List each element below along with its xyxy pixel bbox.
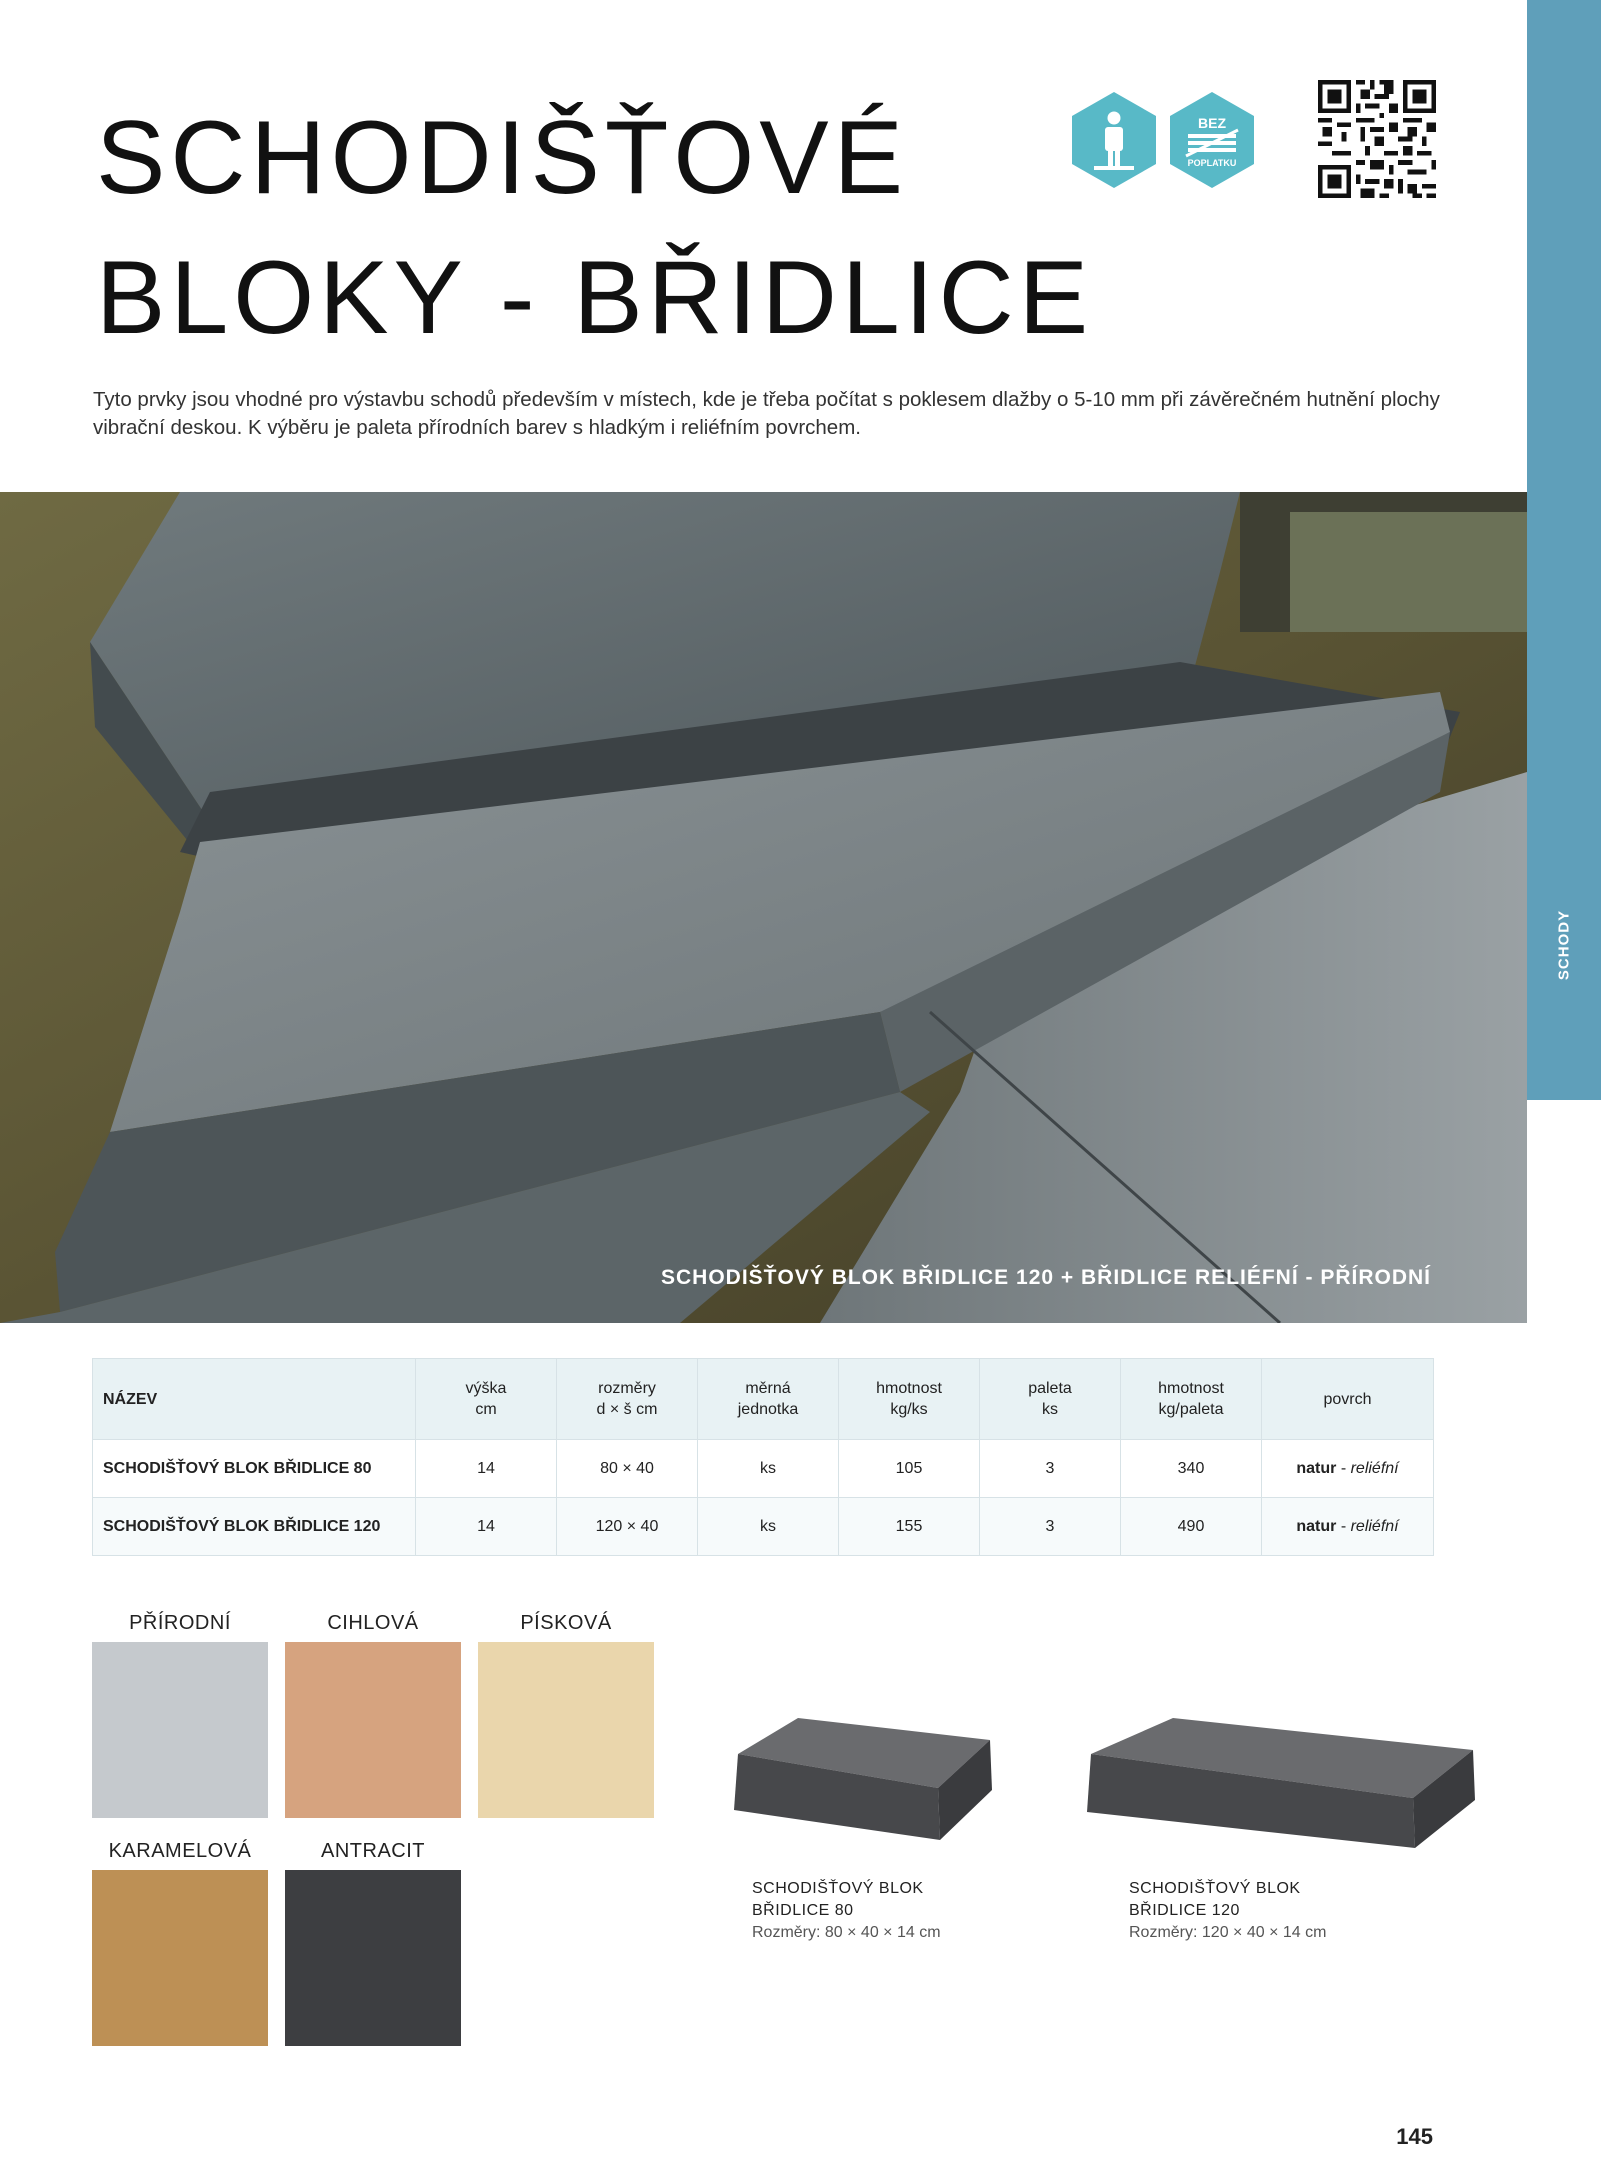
cell-name: SCHODIŠŤOVÝ BLOK BŘIDLICE 120	[93, 1498, 416, 1556]
section-side-tab	[1527, 0, 1601, 1100]
title-line-2: BLOKY - BŘIDLICE	[96, 240, 1094, 356]
cell-weight: 105	[839, 1440, 980, 1498]
product-dimensions: Rozměry: 80 × 40 × 14 cm	[752, 1924, 941, 1941]
color-swatch-piskova[interactable]	[478, 1612, 654, 1818]
swatch-label: PÍSKOVÁ	[520, 1612, 612, 1634]
product-name-line-2: BŘIDLICE 120	[1129, 1902, 1240, 1919]
cell-height: 14	[416, 1440, 557, 1498]
cell-dims: 80 × 40	[557, 1440, 698, 1498]
color-swatch-prirodni[interactable]	[92, 1612, 268, 1818]
product-image-bridlice-120	[1083, 1712, 1475, 1852]
product-card-bridlice-120	[1129, 1878, 1326, 1944]
badge-text-bottom: POPLATKU	[1187, 158, 1237, 168]
color-swatch-antracit[interactable]	[285, 1840, 461, 2046]
col-pallet-weight-header: hmotnost kg/paleta	[1121, 1359, 1262, 1440]
swatch-label: KARAMELOVÁ	[108, 1840, 252, 1862]
product-card-bridlice-80	[752, 1878, 941, 1944]
cell-surface: natur - reliéfní	[1262, 1498, 1434, 1556]
cell-unit: ks	[698, 1440, 839, 1498]
cell-dims: 120 × 40	[557, 1498, 698, 1556]
swatch-chip	[478, 1642, 654, 1818]
col-height-header: výška cm	[416, 1359, 557, 1440]
cell-weight: 155	[839, 1498, 980, 1556]
qr-code[interactable]	[1318, 80, 1436, 198]
col-pallet-header: paleta ks	[980, 1359, 1121, 1440]
page-title	[96, 88, 1093, 368]
cell-pallet-weight: 340	[1121, 1440, 1262, 1498]
free-pallets-icon	[1166, 90, 1258, 190]
badge-text-top: BEZ	[1198, 115, 1226, 131]
cell-name: SCHODIŠŤOVÝ BLOK BŘIDLICE 80	[93, 1440, 416, 1498]
cell-pallet: 3	[980, 1440, 1121, 1498]
page-number: 145	[1396, 2124, 1433, 2149]
cell-pallet: 3	[980, 1498, 1121, 1556]
swatch-label: CIHLOVÁ	[327, 1612, 419, 1634]
table-row	[93, 1498, 1434, 1556]
swatch-chip	[285, 1870, 461, 2046]
cell-unit: ks	[698, 1498, 839, 1556]
swatch-chip	[92, 1870, 268, 2046]
cell-height: 14	[416, 1498, 557, 1556]
photo-caption: SCHODIŠŤOVÝ BLOK BŘIDLICE 120 + BŘIDLICE RELIÉFNÍ - PŘÍRODNÍ	[661, 1266, 1431, 1289]
col-weight-header: hmotnost kg/ks	[839, 1359, 980, 1440]
color-swatch-karamelova[interactable]	[92, 1840, 268, 2046]
swatch-label: PŘÍRODNÍ	[129, 1612, 231, 1634]
intro-paragraph: Tyto prvky jsou vhodné pro výstavbu schodů především v místech, kde je třeba počítat s poklesem dlažby o 5-10 mm při závěrečném hutnění plochy vibrační deskou. K výběru je paleta přírodních barev s hladkým i reliéfním povrchem.	[93, 388, 1440, 439]
spec-table	[92, 1358, 1434, 1556]
col-surface-header: povrch	[1262, 1359, 1434, 1440]
title-line-1: SCHODIŠŤOVÉ	[96, 100, 908, 216]
product-dimensions: Rozměry: 120 × 40 × 14 cm	[1129, 1924, 1327, 1941]
cell-surface: natur - reliéfní	[1262, 1440, 1434, 1498]
table-header-row	[93, 1359, 1434, 1440]
steps-photo-image	[0, 492, 1527, 1323]
cell-pallet-weight: 490	[1121, 1498, 1262, 1556]
col-unit-header: měrná jednotka	[698, 1359, 839, 1440]
section-label: SCHODY	[1555, 909, 1573, 981]
product-name-line-1: SCHODIŠŤOVÝ BLOK	[752, 1880, 924, 1897]
product-image-bridlice-80	[728, 1712, 998, 1842]
pedestrian-icon	[1068, 90, 1160, 190]
col-dims-header: rozměry d × š cm	[557, 1359, 698, 1440]
product-name-line-1: SCHODIŠŤOVÝ BLOK	[1129, 1880, 1301, 1897]
product-name-line-2: BŘIDLICE 80	[752, 1902, 854, 1919]
color-swatch-cihlova[interactable]	[285, 1612, 461, 1818]
swatch-chip	[92, 1642, 268, 1818]
swatch-label: ANTRACIT	[321, 1840, 425, 1862]
swatch-chip	[285, 1642, 461, 1818]
table-row	[93, 1440, 1434, 1498]
hero-photo	[0, 492, 1527, 1323]
col-name-header: NÁZEV	[93, 1359, 416, 1440]
